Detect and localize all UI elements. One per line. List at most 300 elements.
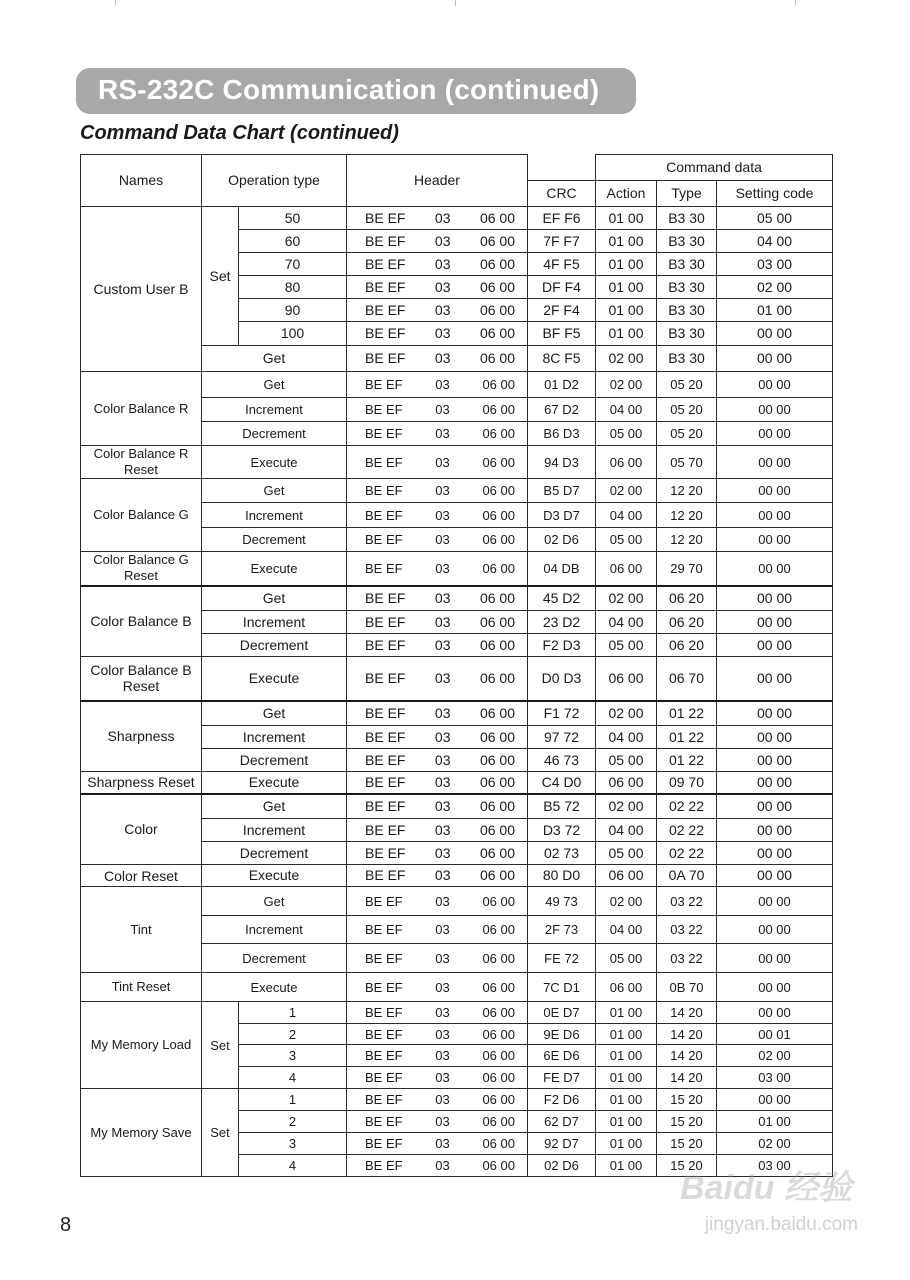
operation-value: Decrement [202,944,347,973]
setting-code-value: 00 00 [717,634,833,657]
table-row [81,657,833,701]
header-byte: 03 [435,532,450,547]
header-byte: 03 [435,922,450,937]
operation-value: Increment [202,611,347,634]
header-bytes-group [349,894,525,909]
setting-code-value: 03 00 [717,1067,833,1089]
header-byte: 03 [434,589,451,606]
setting-code-value: 00 00 [717,422,833,446]
header-byte: BE EF [365,867,406,883]
operation-value: Increment [202,503,347,528]
header-bytes [347,299,528,322]
header-setting-code: Setting code [717,181,833,207]
action-value: 04 00 [596,611,657,634]
header-byte: 06 00 [479,704,515,721]
action-value: 02 00 [596,479,657,503]
action-value: 01 00 [596,1002,657,1024]
table-row [81,479,833,503]
header-byte: 06 00 [482,483,515,498]
action-value: 04 00 [596,726,657,749]
row-name: Sharpness Reset [81,772,202,794]
header-byte: 03 [435,1136,450,1151]
header-bytes [347,207,528,230]
crc-value: 7C D1 [528,973,596,1002]
operation-value: Decrement [202,528,347,552]
crc-value: 97 72 [528,726,596,749]
operation-value: Decrement [202,749,347,772]
header-byte: BE EF [365,821,406,838]
header-bytes [347,701,528,726]
header-byte: BE EF [365,402,403,417]
header-byte: BE EF [365,797,406,814]
header-byte: 06 00 [479,232,515,249]
header-bytes [347,322,528,346]
header-byte: 06 00 [479,636,515,653]
section-subtitle: Command Data Chart (continued) [80,122,399,144]
crc-value: 8C F5 [528,346,596,372]
crc-value: 46 73 [528,749,596,772]
action-value: 05 00 [596,634,657,657]
header-byte: 03 [435,507,450,523]
header-byte: 06 00 [479,301,515,318]
action-value: 02 00 [596,887,657,916]
header-bytes-group [349,753,525,768]
header-crc: CRC [528,181,596,207]
header-bytes [347,503,528,528]
header-byte: 03 [434,209,451,226]
header-header: Header [347,155,528,207]
crop-mark [115,0,116,6]
header-bytes [347,1089,528,1111]
header-names: Names [81,155,202,207]
operation-value: Execute [202,865,347,887]
action-value: 06 00 [596,657,657,701]
header-byte: 06 00 [479,867,515,883]
header-bytes [347,276,528,299]
header-bytes-group [349,326,525,341]
action-value: 04 00 [596,398,657,422]
header-bytes-group [349,211,525,226]
header-bytes [347,611,528,634]
header-byte: 03 [434,350,451,366]
header-bytes-group [349,922,525,937]
setting-code-value: 00 00 [717,749,833,772]
title-banner [76,68,636,114]
header-bytes-group [349,799,525,814]
header-bytes-group [349,706,525,721]
header-byte: BE EF [365,560,403,576]
operation-value: 1 [239,1002,347,1024]
setting-code-value: 02 00 [717,276,833,299]
header-byte: BE EF [365,950,403,966]
header-byte: BE EF [365,209,406,226]
type-value: 14 20 [657,1024,717,1045]
setting-code-value: 03 00 [717,1155,833,1177]
crc-value: C4 D0 [528,772,596,794]
type-value: B3 30 [657,230,717,253]
type-value: 15 20 [657,1155,717,1177]
header-bytes [347,422,528,446]
setting-code-value: 00 00 [717,1002,833,1024]
header-byte: 06 00 [479,255,515,272]
header-byte: 06 00 [479,728,515,745]
crc-value: B5 72 [528,794,596,819]
action-value: 02 00 [596,346,657,372]
header-bytes [347,1067,528,1089]
header-byte: BE EF [365,278,406,295]
header-bytes-group [349,303,525,318]
header-bytes [347,552,528,586]
operation-value: Get [202,346,347,372]
header-byte: BE EF [365,1026,403,1042]
action-value: 05 00 [596,422,657,446]
header-byte: BE EF [365,1092,403,1107]
table-row [81,1002,833,1024]
setting-code-value: 00 00 [717,772,833,794]
action-value: 05 00 [596,944,657,973]
table-row [81,1089,833,1111]
header-byte: BE EF [365,301,406,318]
setting-code-value: 00 00 [717,372,833,398]
header-bytes [347,1111,528,1133]
header-bytes-group [349,775,525,790]
header-byte: 03 [435,560,450,576]
header-bytes [347,634,528,657]
header-byte: 03 [435,426,450,441]
setting-code-value: 00 00 [717,657,833,701]
table-row [81,372,833,398]
set-label: Set [202,1002,239,1089]
header-bytes-group [349,823,525,838]
header-byte: 06 00 [479,589,515,606]
setting-code-value: 00 00 [717,865,833,887]
header-bytes [347,586,528,611]
action-value: 01 00 [596,1111,657,1133]
header-byte: 03 [434,325,451,341]
action-value: 06 00 [596,446,657,479]
setting-code-value: 00 00 [717,322,833,346]
header-bytes [347,749,528,772]
table-row [81,794,833,819]
setting-code-value: 00 00 [717,586,833,611]
header-bytes [347,944,528,973]
operation-value: Execute [202,657,347,701]
operation-value: Get [202,372,347,398]
header-bytes [347,1155,528,1177]
header-bytes-group [349,1114,525,1129]
header-bytes-group [349,846,525,861]
header-bytes-group [349,561,525,576]
header-bytes-group [349,1092,525,1107]
row-name: Color Balance B [81,586,202,657]
set-label: Set [202,207,239,346]
operation-value: Increment [202,819,347,842]
action-value: 04 00 [596,503,657,528]
row-name: Color Balance B Reset [81,657,202,701]
operation-value: Increment [202,916,347,944]
type-value: 0B 70 [657,973,717,1002]
setting-code-value: 02 00 [717,1133,833,1155]
crop-mark [795,0,796,6]
header-byte: BE EF [365,893,403,909]
crc-value: 92 D7 [528,1133,596,1155]
crc-value: DF F4 [528,276,596,299]
setting-code-value: 00 00 [717,887,833,916]
operation-value: 4 [239,1155,347,1177]
operation-value: 2 [239,1111,347,1133]
header-bytes-group [349,1048,525,1063]
setting-code-value: 00 00 [717,973,833,1002]
header-bytes [347,1002,528,1024]
crc-value: 02 73 [528,842,596,865]
table-row [81,446,833,479]
header-bytes-group [349,868,525,883]
table-row [81,701,833,726]
header-byte: 03 [434,844,451,861]
crc-value: 02 D6 [528,1155,596,1177]
set-label: Set [202,1089,239,1177]
type-value: 06 20 [657,586,717,611]
header-byte: 06 00 [479,613,515,630]
header-byte: BE EF [365,844,406,861]
action-value: 01 00 [596,230,657,253]
header-byte: 03 [434,232,451,249]
type-value: 14 20 [657,1067,717,1089]
row-name: Tint [81,887,202,973]
header-byte: 03 [435,893,450,909]
header-byte: 06 00 [482,922,515,937]
crc-value: B5 D7 [528,479,596,503]
crc-value: F2 D3 [528,634,596,657]
crc-value: FE D7 [528,1067,596,1089]
operation-value: Decrement [202,634,347,657]
type-value: 29 70 [657,552,717,586]
action-value: 01 00 [596,207,657,230]
header-byte: BE EF [365,255,406,272]
header-bytes-group [349,532,525,547]
header-byte: 03 [434,278,451,295]
header-byte: BE EF [365,922,403,937]
crc-value: 80 D0 [528,865,596,887]
header-byte: BE EF [365,704,406,721]
header-byte: BE EF [365,1070,403,1085]
header-byte: 03 [435,483,450,498]
table-row [81,552,833,586]
header-bytes [347,916,528,944]
action-value: 01 00 [596,1089,657,1111]
type-value: 02 22 [657,842,717,865]
page-number: 8 [60,1214,72,1236]
header-byte: BE EF [365,773,406,790]
header-bytes [347,865,528,887]
header-byte: 03 [435,377,450,392]
table-row [81,973,833,1002]
type-value: 15 20 [657,1111,717,1133]
operation-value: 4 [239,1067,347,1089]
operation-value: 2 [239,1024,347,1045]
table-row [81,865,833,887]
type-value: B3 30 [657,299,717,322]
type-value: B3 30 [657,253,717,276]
crc-value: 45 D2 [528,586,596,611]
header-byte: 06 00 [482,979,515,995]
header-bytes-group [349,377,525,392]
operation-value: 1 [239,1089,347,1111]
header-byte: 03 [434,669,451,686]
header-byte: 06 00 [482,1092,515,1107]
operation-value: Increment [202,726,347,749]
header-action: Action [596,181,657,207]
header-byte: 06 00 [479,350,515,366]
operation-value: 90 [239,299,347,322]
type-value: 12 20 [657,479,717,503]
crc-value: B6 D3 [528,422,596,446]
header-byte: 06 00 [482,454,515,470]
header-bytes-group [349,483,525,498]
header-bytes-group [349,402,525,417]
header-byte: BE EF [365,1114,403,1129]
action-value: 01 00 [596,322,657,346]
row-name: Color [81,794,202,865]
header-byte: BE EF [365,507,403,523]
action-value: 02 00 [596,372,657,398]
type-value: 06 20 [657,634,717,657]
header-byte: 03 [434,613,451,630]
row-name: Color Reset [81,865,202,887]
action-value: 05 00 [596,749,657,772]
operation-value: Get [202,586,347,611]
setting-code-value: 05 00 [717,207,833,230]
header-byte: BE EF [365,1136,403,1151]
header-byte: 03 [434,773,451,790]
header-bytes-group [349,234,525,249]
type-value: 14 20 [657,1002,717,1024]
crc-value: 23 D2 [528,611,596,634]
operation-value: Execute [202,973,347,1002]
setting-code-value: 00 00 [717,819,833,842]
header-byte: 06 00 [482,1114,515,1129]
header-byte: 06 00 [482,532,515,547]
header-bytes [347,973,528,1002]
header-bytes [347,1024,528,1045]
setting-code-value: 00 00 [717,944,833,973]
watermark-url: jingyan.baidu.com [704,1214,858,1235]
crc-value: 94 D3 [528,446,596,479]
header-bytes [347,726,528,749]
crc-value: D3 72 [528,819,596,842]
type-value: 14 20 [657,1045,717,1067]
header-byte: 03 [434,867,451,883]
type-value: 03 22 [657,916,717,944]
header-bytes [347,1045,528,1067]
type-value: B3 30 [657,346,717,372]
crc-value: D0 D3 [528,657,596,701]
header-byte: BE EF [365,728,406,745]
header-bytes-group [349,351,525,366]
header-bytes-group [349,1070,525,1085]
action-value: 01 00 [596,1133,657,1155]
crc-value: 62 D7 [528,1111,596,1133]
header-byte: BE EF [365,669,406,686]
operation-value: Get [202,794,347,819]
crc-value: D3 D7 [528,503,596,528]
header-bytes-group [349,455,525,470]
crc-value: 04 DB [528,552,596,586]
setting-code-value: 03 00 [717,253,833,276]
header-byte: 06 00 [482,1158,515,1173]
type-value: 05 70 [657,446,717,479]
header-type: Type [657,181,717,207]
header-bytes [347,230,528,253]
setting-code-value: 00 00 [717,446,833,479]
action-value: 01 00 [596,1024,657,1045]
operation-value: Get [202,479,347,503]
header-byte: 03 [435,1026,450,1042]
header-byte: 03 [435,1158,450,1173]
header-byte: 06 00 [479,669,515,686]
action-value: 05 00 [596,842,657,865]
action-value: 06 00 [596,973,657,1002]
type-value: 03 22 [657,944,717,973]
header-bytes [347,1133,528,1155]
header-byte: 06 00 [482,377,515,392]
type-value: 01 22 [657,726,717,749]
crc-value: 6E D6 [528,1045,596,1067]
crc-value: 2F F4 [528,299,596,322]
header-bytes-group [349,591,525,606]
action-value: 06 00 [596,552,657,586]
header-byte: 03 [435,402,450,417]
header-bytes-group [349,1005,525,1020]
crc-value: F2 D6 [528,1089,596,1111]
type-value: 05 20 [657,372,717,398]
type-value: 01 22 [657,749,717,772]
operation-value: 60 [239,230,347,253]
setting-code-value: 02 00 [717,1045,833,1067]
header-bytes [347,346,528,372]
table-row [81,887,833,916]
setting-code-value: 00 00 [717,916,833,944]
table-body [81,207,833,1177]
header-bytes [347,253,528,276]
header-byte: 06 00 [479,773,515,790]
header-byte: 03 [435,1070,450,1085]
header-bytes [347,528,528,552]
setting-code-value: 00 00 [717,528,833,552]
header-crc-spacer [528,155,596,181]
header-byte: 06 00 [482,1005,515,1020]
operation-value: Decrement [202,842,347,865]
header-byte: 06 00 [482,507,515,523]
header-bytes-group [349,508,525,523]
setting-code-value: 04 00 [717,230,833,253]
operation-value: Decrement [202,422,347,446]
action-value: 02 00 [596,701,657,726]
header-byte: 06 00 [482,426,515,441]
type-value: B3 30 [657,276,717,299]
setting-code-value: 00 00 [717,794,833,819]
header-byte: 03 [435,1092,450,1107]
header-byte: 03 [434,821,451,838]
header-bytes [347,398,528,422]
row-name: Color Balance R [81,372,202,446]
header-byte: 03 [434,704,451,721]
header-byte: BE EF [365,454,403,470]
action-value: 04 00 [596,819,657,842]
setting-code-value: 00 00 [717,503,833,528]
action-value: 01 00 [596,1045,657,1067]
type-value: 15 20 [657,1133,717,1155]
